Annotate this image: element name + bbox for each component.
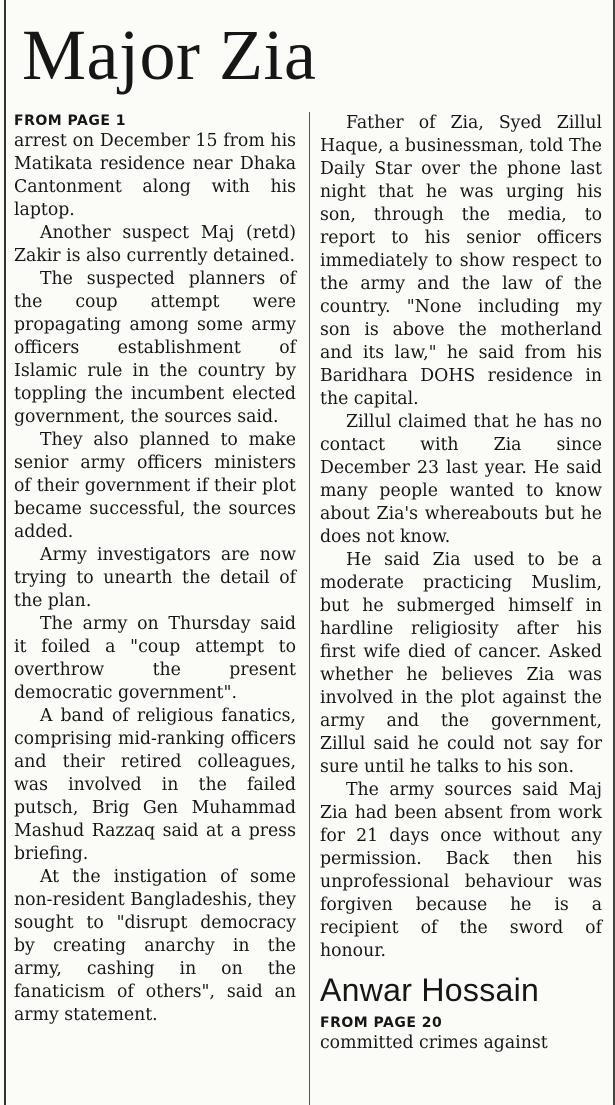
article-paragraph: The army sources said Maj Zia had been absent from work for 21 days once without any permission. Back then his unprofessional behaviour was forgiven because he is a recipient of the sword of honour. [320,780,602,961]
right-column [320,112,602,1055]
article-paragraph: They also planned to make senior army officers ministers of their government if their plot became successful, the sources added. [14,430,296,542]
article-paragraph: A band of religious fanatics, comprising mid-ranking officers and their retired colleagues, was involved in the failed putsch, Brig Gen Muhammad Mashud Razzaq said at a press briefing. [14,706,296,864]
headline: Major Zia [22,15,317,95]
second-story-first-line: committed crimes against [320,1033,548,1053]
second-story-jump-label: FROM PAGE 20 [320,1015,443,1031]
article-paragraph: Army investigators are now trying to unearth the detail of the plan. [14,545,296,611]
article-paragraph: Father of Zia, Syed Zillul Haque, a businessman, told The Daily Star over the phone last night that he was urging his son, through the media, to report to his senior officers immediately to show respect to the army and the law of the country. "None including my son is above the motherland and its law," he said from his Baridhara DOHS residence in the capital. [320,113,602,409]
article-paragraph: Zillul claimed that he has no contact with Zia since December 23 last year. He said many people wanted to know about Zia's whereabouts but he does not know. [320,412,602,547]
article-paragraph: The army on Thursday said it foiled a "coup attempt to overthrow the present democratic government". [14,614,296,703]
left-column [14,112,296,1027]
column-divider [309,112,310,1105]
article-paragraph: At the instigation of some non-resident Bangladeshis, they sought to "disrupt democracy by creating anarchy in the army, cashing in on the fanaticism of others", said an army statement. [14,867,297,1025]
article-paragraph: arrest on December 15 from his Matikata residence near Dhaka Cantonment along with his laptop. [14,131,296,220]
article-paragraph: He said Zia used to be a moderate practicing Muslim, but he submerged himself in hardline religiosity after his first wife died of cancer. Asked whether he believes Zia was involved in the plot against the army and the government, Zillul said he could not say for sure until he talks to his son. [320,550,602,777]
article-paragraph: The suspected planners of the coup attempt were propagating among some army officers establishment of Islamic rule in the country by toppling the incumbent elected government, the sources said. [14,269,296,427]
jump-label: FROM PAGE 1 [14,113,127,129]
left-border-rule [4,0,6,1105]
second-story-headline: Anwar Hossain [320,972,540,1008]
article-paragraph: Another suspect Maj (retd) Zakir is also currently detained. [14,223,296,266]
